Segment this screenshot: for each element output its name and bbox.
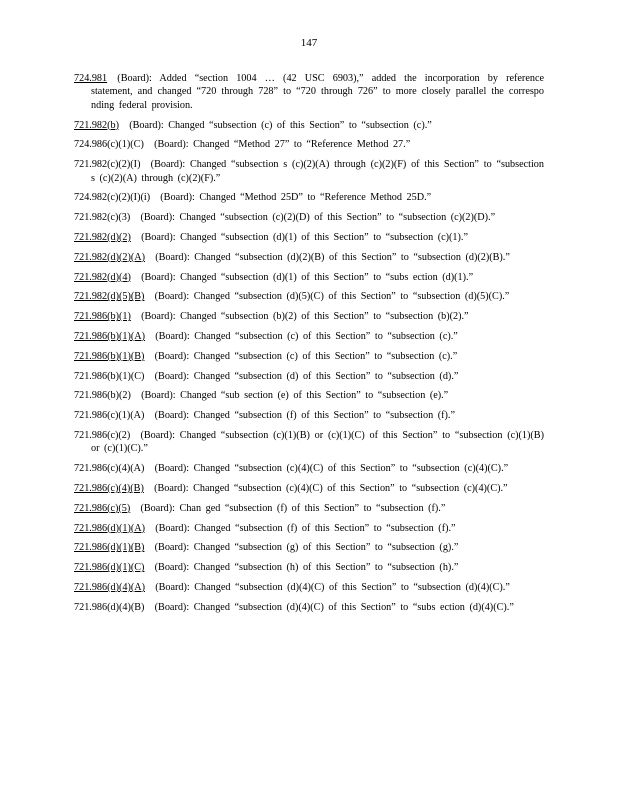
amendment-entry: [74, 72, 544, 112]
amendment-text: (Board): Changed “subsection (f) of this Section” to “subsection (f).”: [155, 522, 456, 534]
section-reference: 721.986(c)(5): [74, 502, 131, 514]
section-reference: 721.982(d)(2)(A): [74, 251, 146, 263]
section-reference: 721.982(d)(5)(B): [74, 291, 145, 303]
amendment-text: (Board): Changed “subsection (c) of this Section” to “subsection (c).”: [155, 330, 458, 342]
amendment-entry: [74, 389, 544, 402]
amendment-text: (Board): Changed “subsection (d)(4)(C) of this Section” to “subsection (d)(4)(C).”: [155, 581, 510, 593]
amendment-entry: [74, 211, 544, 224]
amendment-text: (Board): Changed “subsection (d)(1) of this Section” to “subs ection (d)(1).”: [141, 271, 474, 283]
amendment-entry: [74, 370, 544, 383]
section-reference: 721.982(c)(2)(I): [74, 159, 141, 171]
amendment-entry: [74, 231, 544, 244]
section-reference: 721.986(c)(1)(A): [74, 410, 145, 422]
amendment-text: (Board): Changed “Method 25D” to “Reference Method 25D.”: [160, 192, 432, 204]
amendment-entry: [74, 541, 544, 554]
amendment-text: (Board): Changed “sub section (e) of this Section” to “subsection (e).”: [141, 390, 449, 402]
amendment-entry: [74, 119, 544, 132]
amendment-entry: [74, 158, 544, 185]
amendment-entry: [74, 462, 544, 475]
amendment-text: (Board): Changed “subsection (c)(2)(D) of this Section” to “subsection (c)(2)(D).”: [140, 212, 496, 224]
section-reference: 724.982(c)(2)(I)(i): [74, 192, 151, 204]
amendment-text: (Board): Changed “subsection (c)(4)(C) of this Section” to “subsection (c)(4)(C).”: [154, 482, 508, 494]
amendment-list: [74, 72, 544, 621]
amendment-entry: [74, 581, 544, 594]
amendment-text: (Board): Changed “subsection (b)(2) of this Section” to “subsection (b)(2).”: [141, 311, 469, 323]
amendment-text: (Board): Changed “subsection (d)(5)(C) of this Section” to “subsection (d)(5)(C).”: [154, 291, 510, 303]
section-reference: 721.986(d)(4)(A): [74, 581, 146, 593]
section-reference: 721.982(c)(3): [74, 212, 131, 224]
section-reference: 721.986(c)(4)(A): [74, 463, 145, 475]
section-reference: 721.986(b)(1)(C): [74, 370, 145, 382]
amendment-entry: [74, 502, 544, 515]
amendment-entry: [74, 290, 544, 303]
amendment-text: (Board): Changed “subsection s (c)(2)(A) through (c)(2)(F) of this Section” to “subsection s (c)(2)(A) through (c)(2)(F).”: [91, 159, 544, 184]
amendment-entry: [74, 409, 544, 422]
amendment-text: (Board): Changed “subsection (c)(1)(B) or (c)(1)(C) of this Section” to “subsection (c)(1)(B) or (c)(1)(C).”: [91, 429, 544, 455]
amendment-entry: [74, 482, 544, 495]
section-reference: 721.982(d)(4): [74, 271, 131, 283]
amendment-entry: [74, 251, 544, 264]
section-reference: 721.986(c)(2): [74, 429, 131, 441]
amendment-entry: [74, 561, 544, 574]
section-reference: 721.986(d)(1)(B): [74, 542, 145, 554]
amendment-text: (Board): Added “section 1004 … (42 USC 6903),” added the incorporation by reference statement, and changed “720 through 728” to “720 through 726” to more closely parallel the correspo nding federal provision.: [91, 73, 544, 111]
amendment-text: (Board): Changed “subsection (d) of this Section” to “subsection (d).”: [154, 370, 459, 382]
amendment-text: (Board): Changed “subsection (h) of this Section” to “subsection (h).”: [154, 562, 459, 574]
section-reference: 721.986(d)(1)(C): [74, 562, 145, 574]
amendment-text: (Board): Chan ged “subsection (f) of this Section” to “subsection (f).”: [140, 502, 446, 514]
section-reference: 721.986(b)(1): [74, 311, 131, 323]
section-reference: 721.982(b): [74, 119, 119, 131]
amendment-text: (Board): Changed “subsection (d)(4)(C) of this Section” to “subs ection (d)(4)(C).”: [154, 601, 514, 613]
section-reference: 721.986(d)(1)(A): [74, 522, 146, 534]
amendment-entry: [74, 522, 544, 535]
amendment-entry: [74, 191, 544, 204]
amendment-entry: [74, 350, 544, 363]
section-reference: 721.982(d)(2): [74, 232, 131, 243]
amendment-entry: [74, 601, 544, 614]
section-reference: 724.981: [74, 73, 108, 84]
section-reference: 724.986(c)(1)(C): [74, 139, 144, 151]
amendment-text: (Board): Changed “subsection (d)(1) of this Section” to “subsection (c)(1).”: [141, 232, 468, 243]
section-reference: 721.986(c)(4)(B): [74, 482, 144, 494]
amendment-text: (Board): Changed “subsection (g) of this Section” to “subsection (g).”: [154, 542, 459, 554]
amendment-text: (Board): Changed “subsection (c) of this Section” to “subsection (c).”: [129, 119, 432, 131]
amendment-text: (Board): Changed “Method 27” to “Reference Method 27.”: [154, 139, 411, 151]
section-reference: 721.986(b)(2): [74, 390, 131, 402]
amendment-entry: [74, 138, 544, 151]
amendment-entry: [74, 271, 544, 284]
amendment-text: (Board): Changed “subsection (c)(4)(C) of this Section” to “subsection (c)(4)(C).”: [154, 463, 509, 475]
section-reference: 721.986(b)(1)(B): [74, 350, 145, 362]
amendment-text: (Board): Changed “subsection (c) of this Section” to “subsection (c).”: [154, 350, 458, 362]
amendment-entry: [74, 429, 544, 456]
amendment-entry: [74, 310, 544, 323]
section-reference: 721.986(b)(1)(A): [74, 330, 146, 342]
page-number: 147: [300, 37, 318, 49]
amendment-text: (Board): Changed “subsection (d)(2)(B) of this Section” to “subsection (d)(2)(B).”: [155, 251, 510, 263]
amendment-entry: [74, 330, 544, 343]
amendment-text: (Board): Changed “subsection (f) of this Section” to “subsection (f).”: [154, 410, 455, 422]
section-reference: 721.986(d)(4)(B): [74, 601, 145, 613]
